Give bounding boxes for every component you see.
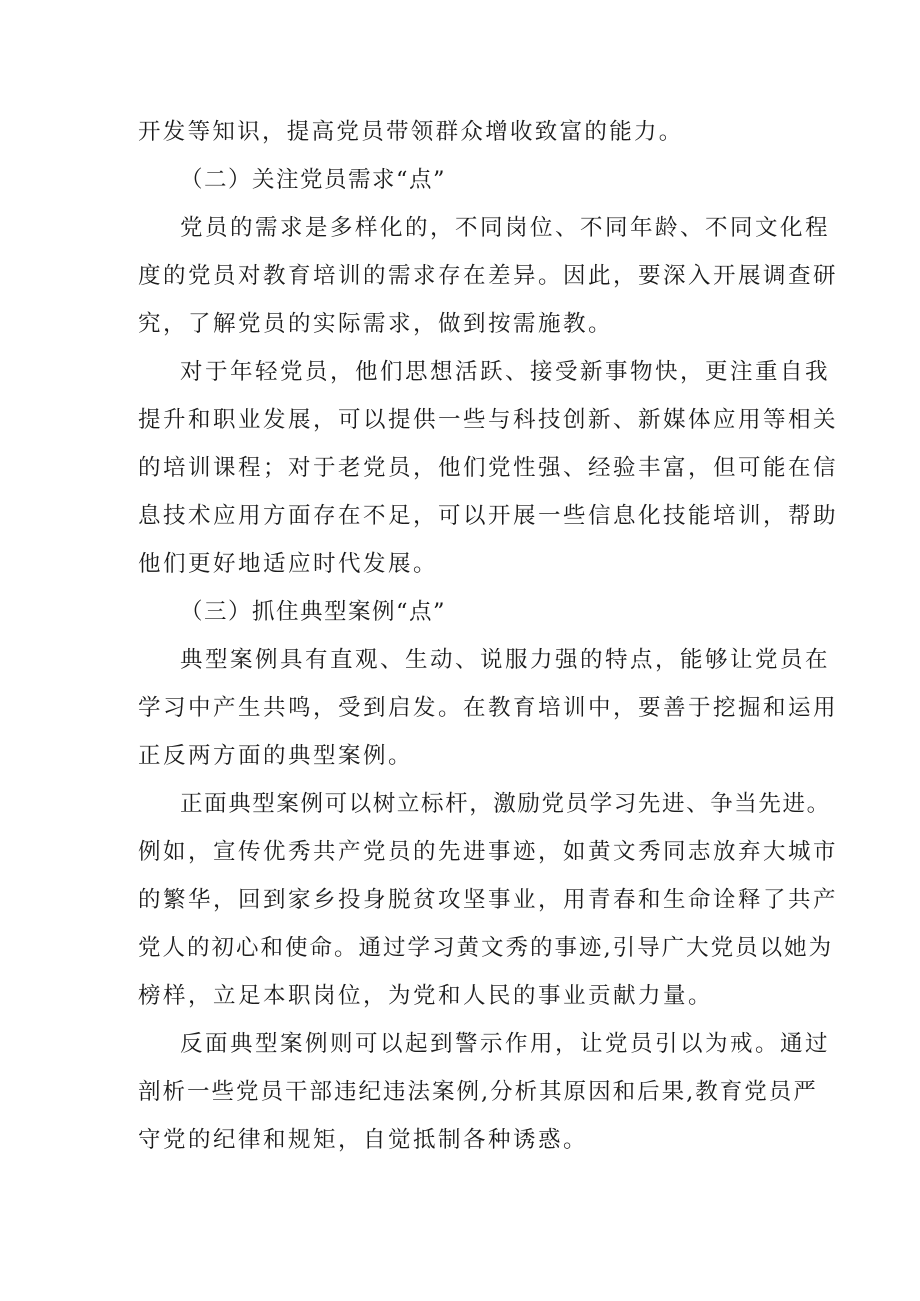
- paragraph-line: 开发等知识，提高党员带领群众增收致富的能力。: [138, 119, 684, 145]
- paragraph-line: 究，了解党员的实际需求，做到按需施教。: [138, 311, 614, 337]
- section-heading-2: （二）关注党员需求“点”: [180, 167, 447, 193]
- paragraph-line: 正反两方面的典型案例。: [138, 743, 414, 769]
- paragraph-line: 的繁华，回到家乡投身脱贫攻坚事业，用青春和生命诠释了共产: [138, 887, 839, 913]
- paragraph-line: 守党的纪律和规矩，自觉抵制各种诱惑。: [138, 1127, 589, 1153]
- paragraph-line: 剖析一些党员干部违纪违法案例,分析其原因和后果,教育党员严: [138, 1079, 818, 1105]
- paragraph-line: 度的党员对教育培训的需求存在差异。因此，要深入开展调查研: [138, 263, 839, 289]
- section-heading-3: （三）抓住典型案例“点”: [180, 599, 447, 625]
- paragraph-line: 正面典型案例可以树立标杆，激励党员学习先进、争当先进。: [180, 791, 831, 817]
- paragraph-line: 的培训课程；对于老党员，他们党性强、经验丰富，但可能在信: [138, 455, 839, 481]
- paragraph-line: 对于年轻党员，他们思想活跃、接受新事物快，更注重自我: [180, 359, 831, 385]
- paragraph-line: 党员的需求是多样化的，不同岗位、不同年龄、不同文化程: [180, 215, 831, 241]
- paragraph-line: 息技术应用方面存在不足，可以开展一些信息化技能培训，帮助: [138, 503, 839, 529]
- paragraph-line: 学习中产生共鸣，受到启发。在教育培训中，要善于挖掘和运用: [138, 695, 839, 721]
- paragraph-line: 提升和职业发展，可以提供一些与科技创新、新媒体应用等相关: [138, 407, 839, 433]
- paragraph-line: 他们更好地适应时代发展。: [138, 551, 439, 577]
- paragraph-line: 反面典型案例则可以起到警示作用，让党员引以为戒。通过: [180, 1031, 831, 1057]
- paragraph-line: 榜样，立足本职岗位，为党和人民的事业贡献力量。: [138, 983, 714, 1009]
- paragraph-line: 例如，宣传优秀共产党员的先进事迹，如黄文秀同志放弃大城市: [138, 839, 839, 865]
- paragraph-line: 典型案例具有直观、生动、说服力强的特点，能够让党员在: [180, 647, 831, 673]
- paragraph-line: 党人的初心和使命。通过学习黄文秀的事迹,引导广大党员以她为: [138, 935, 834, 961]
